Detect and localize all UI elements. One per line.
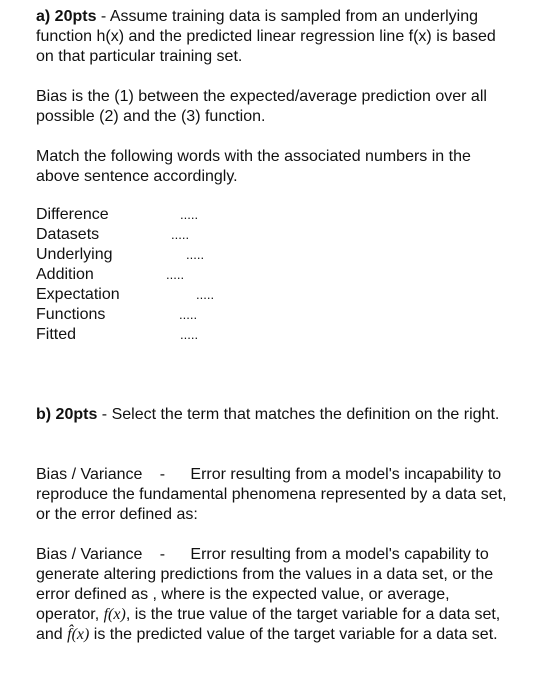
answer-blank[interactable]: ..... bbox=[166, 267, 185, 282]
bias-sentence-text: Bias is the (1) between the expected/average prediction over all possible (2) and the (3) function. bbox=[36, 88, 487, 125]
part-a-intro-text: Assume training data is sampled from an underlying function h(x) and the predicted linear regression line f(x) is based on that particular training set. bbox=[36, 8, 496, 65]
answer-blank[interactable]: ..... bbox=[171, 227, 190, 242]
bias-variance-option[interactable]: Bias / Variance bbox=[36, 466, 143, 483]
definition-text-cont: incapability to reproduce the fundamental phenomena represented by a data set, or the error defined as: bbox=[36, 466, 507, 523]
word-item: Functions bbox=[36, 306, 106, 323]
word-item: Addition bbox=[36, 266, 94, 283]
blank-list bbox=[0, 205, 541, 355]
definition-text: Error resulting from a model's bbox=[190, 466, 400, 483]
part-a-label: a) 20pts bbox=[36, 8, 97, 25]
definition-separator: - bbox=[159, 546, 166, 563]
definition-text: Error resulting from a model's bbox=[190, 546, 400, 563]
definition-text-cont: , is the true value of the target variable for a data set, and bbox=[36, 606, 501, 643]
part-b-intro bbox=[36, 405, 516, 425]
definition-separator: - bbox=[159, 466, 166, 483]
part-b-dash: - bbox=[97, 406, 112, 423]
definition-text-cont: is the predicted value of the target variable for a data set. bbox=[89, 626, 498, 643]
answer-blank[interactable]: ..... bbox=[180, 327, 199, 342]
word-item: Datasets bbox=[36, 226, 100, 243]
definition-item-2 bbox=[36, 545, 514, 645]
definition-text-cont: capability to generate altering predictions from the values in a data set, or the error defined as , where is the expected value, or average, operator, bbox=[36, 546, 494, 623]
part-b-instruction: Select the term that matches the definition on the right. bbox=[111, 406, 500, 423]
word-item: Underlying bbox=[36, 246, 113, 263]
answer-blank[interactable]: ..... bbox=[196, 287, 215, 302]
answer-blank[interactable]: ..... bbox=[180, 207, 199, 222]
bias-variance-option[interactable]: Bias / Variance bbox=[36, 546, 143, 563]
bias-sentence bbox=[36, 87, 516, 127]
definition-item-1 bbox=[36, 465, 516, 525]
math-fhat: f̂(x) bbox=[67, 626, 90, 643]
word-item: Fitted bbox=[36, 326, 77, 343]
answer-blank[interactable]: ..... bbox=[179, 307, 198, 322]
word-item: Difference bbox=[36, 206, 109, 223]
part-a-intro bbox=[36, 7, 516, 67]
math-fx: f(x) bbox=[103, 606, 126, 623]
match-instruction bbox=[36, 147, 516, 187]
match-instruction-text: Match the following words with the associated numbers in the above sentence accordingly. bbox=[36, 148, 471, 185]
answer-blank[interactable]: ..... bbox=[186, 247, 205, 262]
word-item: Expectation bbox=[36, 286, 120, 303]
part-b-label: b) 20pts bbox=[36, 406, 98, 423]
part-a-dash: - bbox=[96, 8, 110, 25]
